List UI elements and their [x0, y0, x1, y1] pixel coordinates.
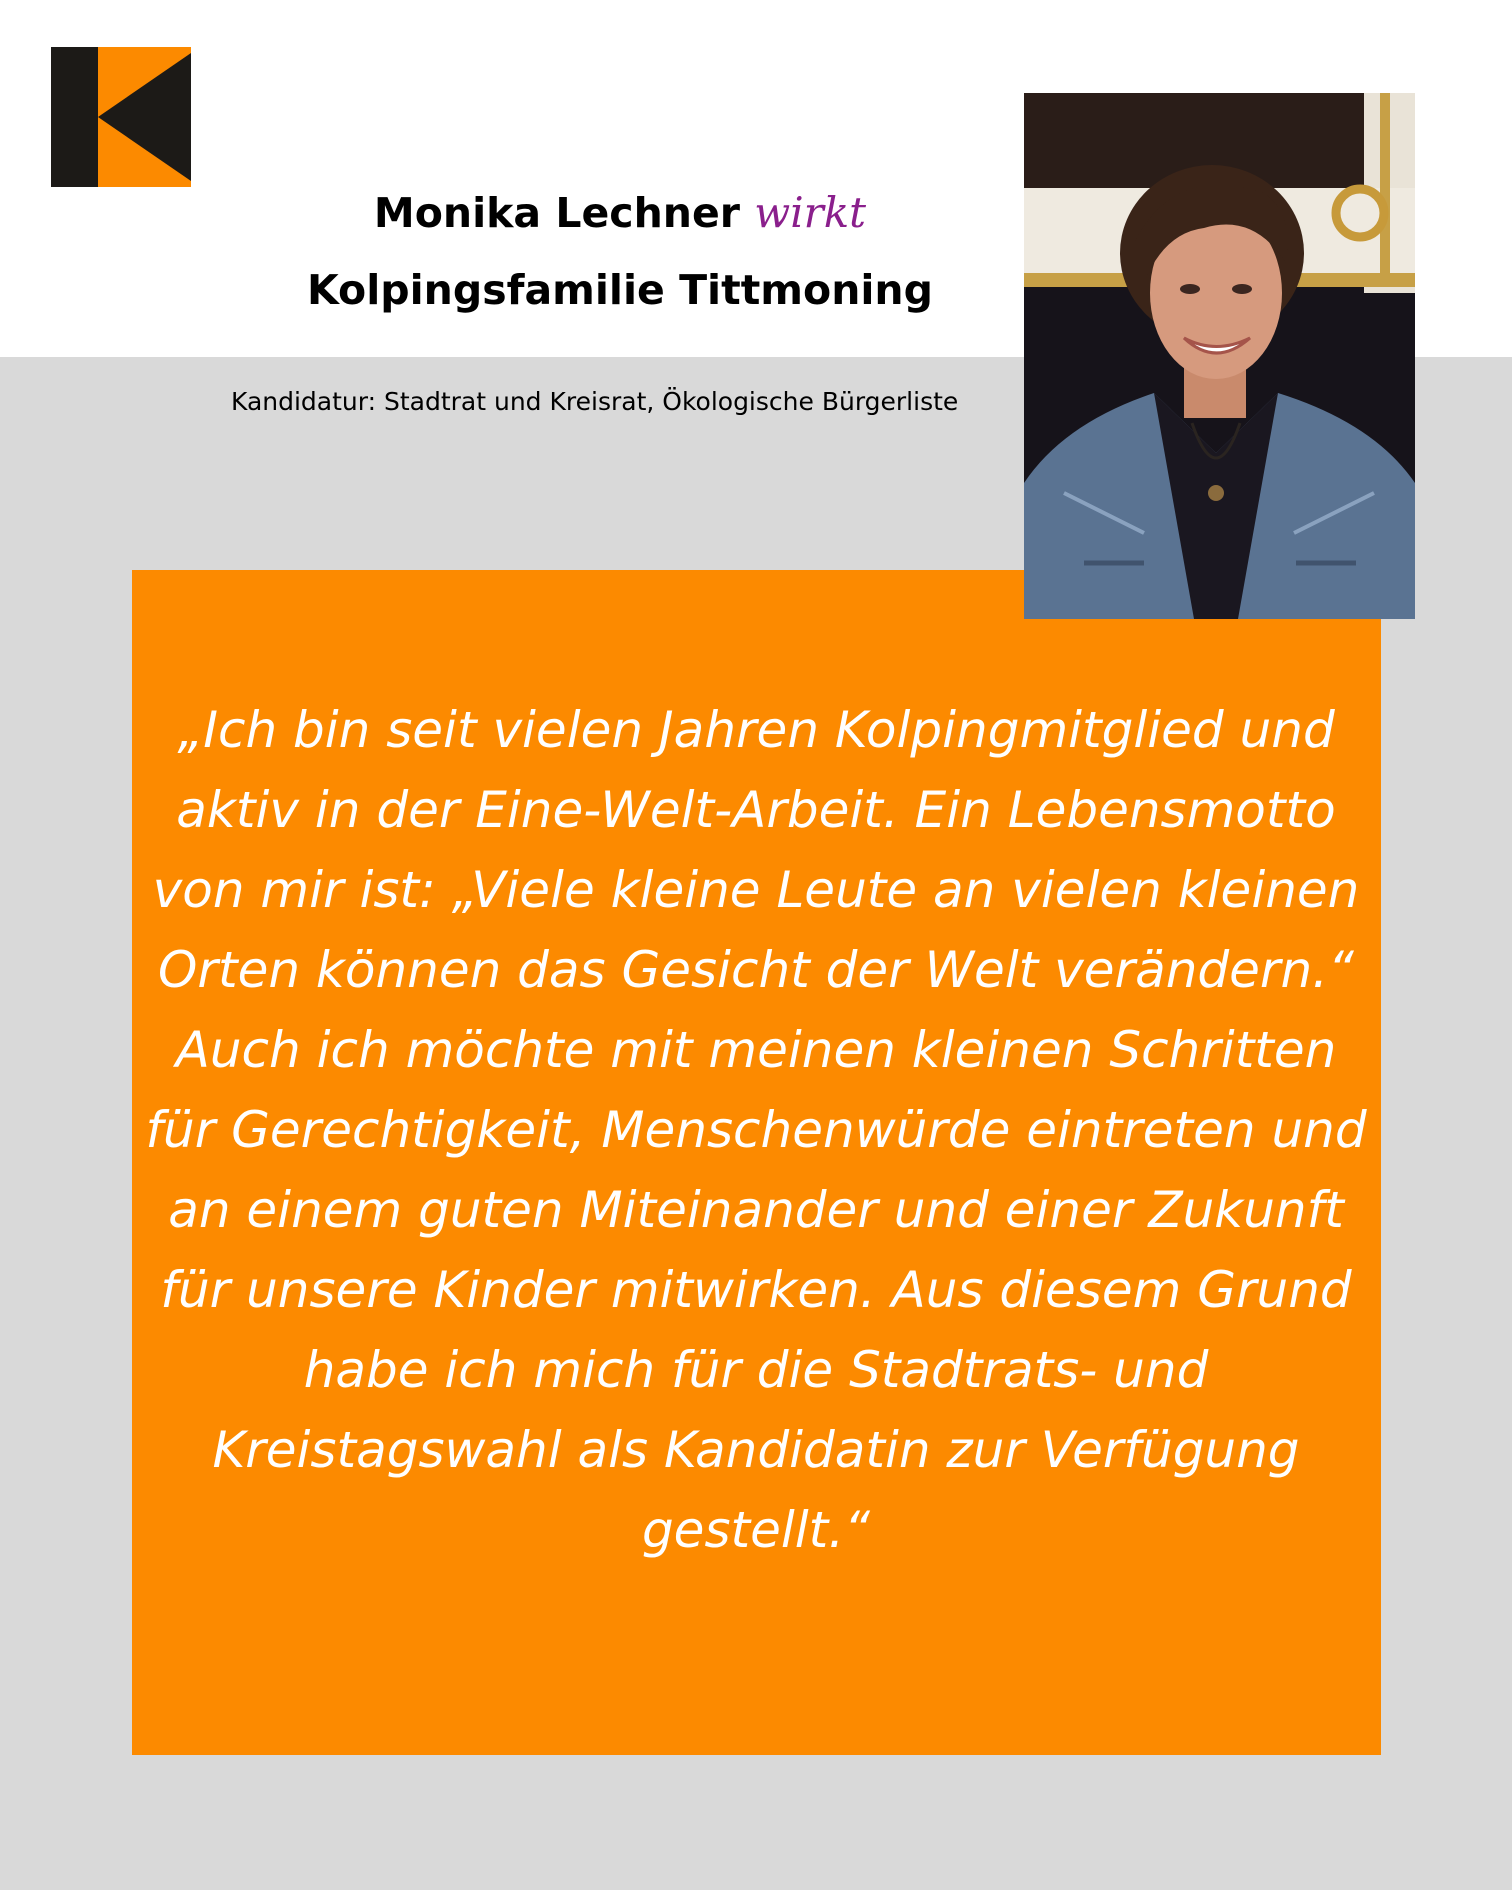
header-title [200, 188, 1040, 237]
accent-word: wirkt [754, 188, 867, 237]
organization-name: Kolpingsfamilie Tittmoning [307, 266, 933, 314]
kolping-logo-icon [51, 47, 191, 187]
quote-text: „Ich bin seit vielen Jahren Kolpingmitglied und aktiv in der Eine-Welt-Arbeit. Ein Lebensmotto von mir ist: „Viele kleine Leute an vielen kleinen Orten können das Gesicht der Welt verändern.“ Auch ich möchte mit meinen kleinen Schritten für Gerechtigkeit, Menschenwürde eintreten und an einem guten Miteinander und einer Zukunft für unsere Kinder mitwirken. Aus diesem Grund habe ich mich für die Stadtrats- und Kreistagswahl als Kandidatin zur Verfügung gestellt.“ [145, 701, 1367, 1559]
portrait-photo [1024, 93, 1415, 619]
candidacy-text: Kandidatur: Stadtrat und Kreisrat, Ökologische Bürgerliste [231, 387, 959, 416]
person-name: Monika Lechner [373, 189, 740, 237]
